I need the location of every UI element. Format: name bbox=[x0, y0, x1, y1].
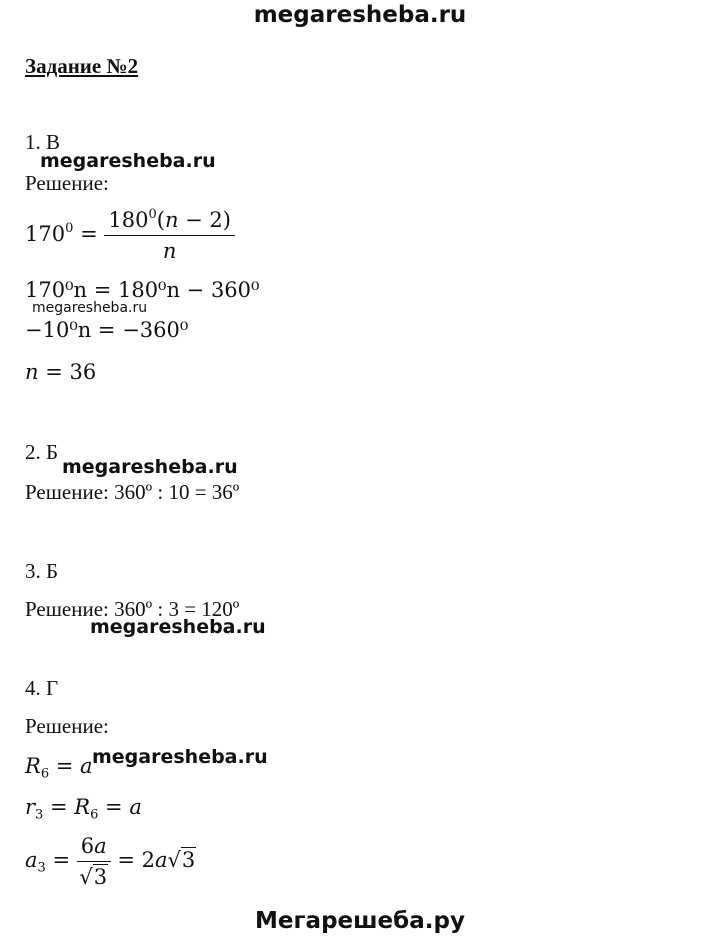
a3-fraction bbox=[77, 834, 111, 889]
watermark: megaresheba.ru bbox=[92, 746, 268, 768]
a3-num-var: a bbox=[94, 834, 107, 858]
eq1-lhs: 170 bbox=[25, 222, 66, 246]
problem-4-equation-r6 bbox=[25, 754, 93, 782]
problem-2-number: 2. Б bbox=[25, 440, 59, 464]
problem-4-solution-label: Решение: bbox=[25, 714, 109, 738]
task-title: Задание №2 bbox=[25, 54, 139, 78]
eq1-fraction bbox=[104, 208, 235, 263]
eq1-equals: = bbox=[80, 222, 98, 246]
problem-1-number: 1. В bbox=[25, 130, 61, 154]
r6-sub: 6 bbox=[40, 766, 50, 782]
r3-mid: = R bbox=[43, 795, 91, 819]
a3-rhs-coef: = 2 bbox=[117, 848, 155, 872]
watermark: megaresheba.ru bbox=[40, 150, 216, 172]
problem-4-equation-a3 bbox=[25, 834, 196, 889]
watermark-small: megaresheba.ru bbox=[32, 300, 148, 316]
a3-den-radicand: 3 bbox=[93, 865, 108, 889]
a3-rhs-radicand: 3 bbox=[181, 848, 196, 872]
a3-num-coef: 6 bbox=[80, 834, 95, 858]
watermark: megaresheba.ru bbox=[62, 456, 238, 478]
problem-1-solution-label: Решение: bbox=[25, 171, 109, 195]
a3-sub: 3 bbox=[37, 860, 46, 876]
problem-1-equation-2: 170⁰n = 180⁰n − 360⁰ bbox=[25, 278, 260, 302]
watermark: megaresheba.ru bbox=[90, 616, 266, 638]
problem-3-number: 3. Б bbox=[25, 559, 59, 583]
a3-rhs-var: a bbox=[155, 848, 168, 872]
r3-rest: = bbox=[98, 795, 130, 819]
a3-equals: = bbox=[45, 848, 77, 872]
eq1-num-exp: 0 bbox=[148, 206, 157, 222]
r3-sub: 3 bbox=[35, 807, 44, 823]
problem-1-equation-3: −10⁰n = −360⁰ bbox=[25, 318, 189, 342]
a3-rhs-sqrt: √3 bbox=[167, 848, 196, 872]
problem-4-equation-r3 bbox=[25, 795, 142, 823]
eq1-num-b: ( bbox=[156, 208, 165, 232]
r6-rest: = bbox=[49, 754, 81, 778]
problem-1-equation-4 bbox=[25, 360, 96, 384]
eq1-num-var: n bbox=[164, 208, 179, 232]
a3-base: a bbox=[25, 848, 38, 872]
problem-2-solution: Решение: 360º : 10 = 36º bbox=[25, 480, 240, 504]
eq1-lhs-exp: 0 bbox=[65, 220, 74, 236]
r3-sub2: 6 bbox=[90, 807, 99, 823]
a3-den-sqrt: √3 bbox=[79, 865, 108, 889]
eq4-var: n bbox=[25, 360, 39, 384]
r6-var: a bbox=[80, 754, 93, 778]
problem-3-solution: Решение: 360º : 3 = 120º bbox=[25, 597, 240, 621]
problem-4-number: 4. Г bbox=[25, 676, 59, 700]
eq1-num-c: − 2) bbox=[178, 208, 231, 232]
r3-var: a bbox=[129, 795, 142, 819]
r6-base: R bbox=[25, 754, 41, 778]
eq4-rest: = 36 bbox=[38, 360, 97, 384]
eq1-num-a: 180 bbox=[108, 208, 149, 232]
site-header: megaresheba.ru bbox=[253, 2, 467, 28]
site-footer: Мегарешеба.ру bbox=[255, 908, 465, 934]
eq1-denominator: n bbox=[162, 239, 177, 263]
problem-1-equation-1 bbox=[25, 208, 235, 263]
r3-base: r bbox=[25, 795, 36, 819]
